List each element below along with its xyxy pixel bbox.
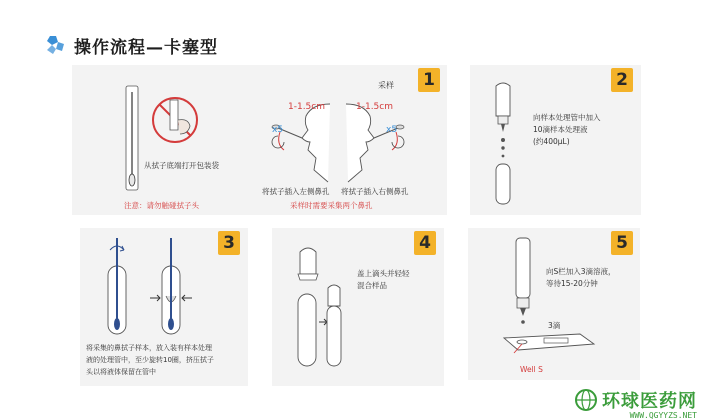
watermark <box>574 387 697 420</box>
step-4-line-2: 混合样品 <box>357 281 387 290</box>
logo-icon <box>44 34 66 56</box>
step-2-line-1: 向样本处理管中加入 <box>533 113 601 122</box>
step-2-line-2: 10滴样本处理液 <box>533 125 588 134</box>
step-5-line-1: 向S栏加入3滴溶液， <box>546 267 616 276</box>
step-3-line-1: 将采集的鼻拭子样本，放入装有样本处理 <box>86 344 212 352</box>
step-3-line-2: 液的处理管中，至少旋转10圈，挤压拭子 <box>86 356 214 364</box>
title-row <box>44 32 218 58</box>
step-4-badge: 4 <box>414 231 436 255</box>
cap-tube-illustration <box>290 244 350 374</box>
well-s-label: Well S <box>520 365 543 374</box>
dropper-bottle-illustration <box>488 80 518 210</box>
three-drops-label: 3滴 <box>548 321 561 330</box>
left-rotation-count: x5 <box>272 125 284 135</box>
watermark-url: WWW.QGYYZS.NET <box>629 411 697 420</box>
both-nostrils-note: 采样时需要采集两个鼻孔 <box>290 201 373 210</box>
step-5-badge: 5 <box>611 231 633 255</box>
step-1-badge: 1 <box>418 68 440 92</box>
page-title: 操作流程—卡塞型 <box>74 37 218 58</box>
right-nostril-caption: 将拭子插入右侧鼻孔 <box>341 187 409 196</box>
step-4-line-1: 盖上滴头并轻轻 <box>357 269 410 278</box>
step-3-line-3: 头以将液体保留在管中 <box>86 368 156 376</box>
no-touch-note: 注意：请勿触碰拭子头 <box>124 201 199 210</box>
open-package-text: 从拭子底端打开包装袋 <box>144 161 219 170</box>
left-nostril-caption: 将拭子插入左侧鼻孔 <box>262 187 330 196</box>
test-cassette-illustration <box>500 232 610 368</box>
step-1-heading: 采样 <box>378 81 394 90</box>
no-touch-icon <box>150 90 200 150</box>
swab-package-illustration <box>120 84 150 194</box>
left-depth-label: 1-1.5cm <box>288 102 326 112</box>
step-5-line-2: 等待15-20分钟 <box>546 279 598 288</box>
right-rotation-count: x5 <box>386 125 398 135</box>
step-3-badge: 3 <box>218 231 240 255</box>
watermark-text: 环球医药网 <box>602 391 697 412</box>
right-depth-label: 1-1.5cm <box>356 102 394 112</box>
step-2-badge: 2 <box>611 68 633 92</box>
step-2-line-3: (约400μL) <box>533 137 570 146</box>
swab-in-tube-illustration <box>100 236 220 338</box>
globe-icon <box>574 388 598 412</box>
